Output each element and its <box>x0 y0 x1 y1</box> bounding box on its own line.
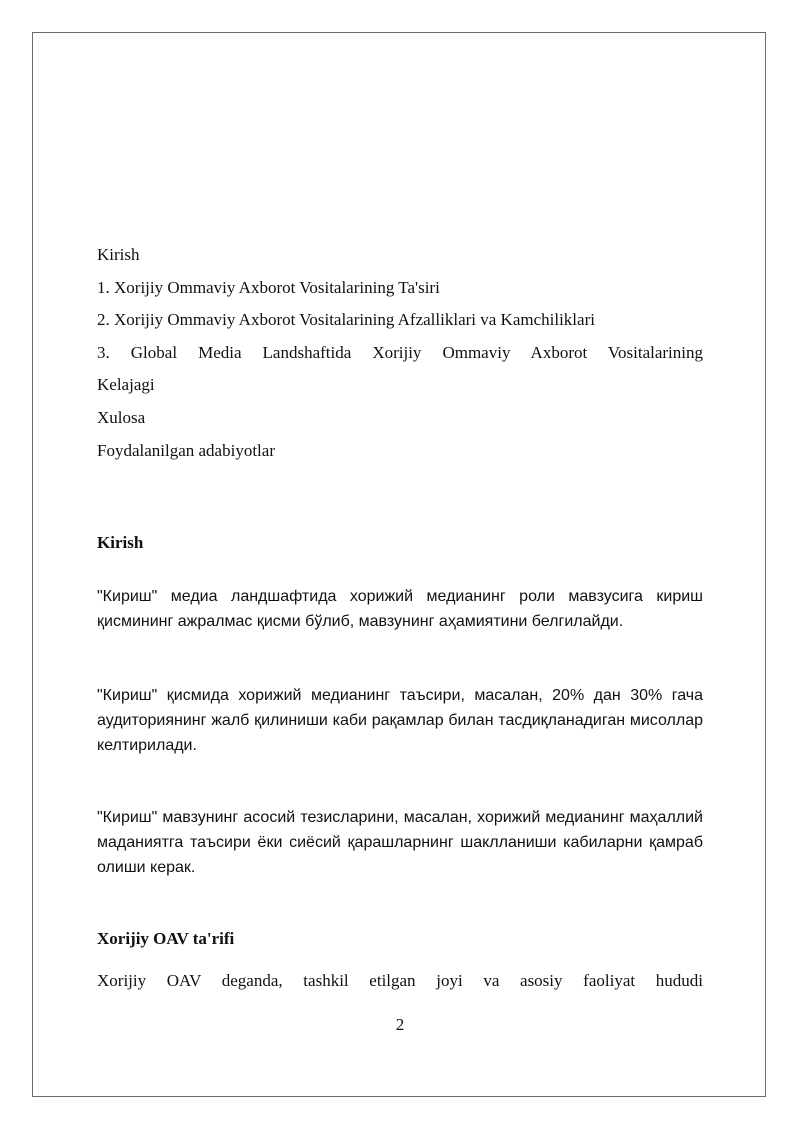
toc-item[interactable]: 3. Global Media Landshaftida Xorijiy Ommaviy Axborot Vositalarining <box>97 342 703 362</box>
intro-paragraph: "Кириш" қисмида хорижий медианинг таъсири, масалан, 20% дан 30% гача аудиториянинг жалб қилиниши каби рақамлар билан тасдиқланадиган мисоллар келтирилади. <box>97 687 703 754</box>
toc-item[interactable]: 2. Xorijiy Ommaviy Axborot Vositalarining Afzalliklari va Kamchiliklari <box>97 310 595 330</box>
definition-paragraph: Xorijiy OAV deganda, tashkil etilgan joyi va asosiy faoliyat hududi <box>97 971 703 990</box>
intro-paragraph: "Кириш" мавзунинг асосий тезисларини, масалан, хорижий медианинг маҳаллий маданиятга таъсири ёки сиёсий қарашларнинг шаклланиши кабиларни қамраб олиши керак. <box>97 809 703 876</box>
intro-paragraph: "Кириш" медиа ландшафтида хорижий медианинг роли мавзусига кириш қисмининг ажралмас қисми бўлиб, мавзунинг аҳамиятини белгилайди. <box>97 588 703 630</box>
table-of-contents <box>97 239 703 467</box>
section-heading-intro: Kirish <box>97 533 144 552</box>
page-number: 2 <box>395 1015 405 1034</box>
section-heading-definition: Xorijiy OAV ta'rifi <box>97 929 235 948</box>
toc-item-continuation[interactable]: Kelajagi <box>97 375 155 395</box>
toc-item[interactable]: Foydalanilgan adabiyotlar <box>97 440 275 460</box>
document-page <box>32 32 766 1097</box>
toc-item[interactable]: 1. Xorijiy Ommaviy Axborot Vositalarining Ta'siri <box>97 277 440 297</box>
toc-item[interactable]: Kirish <box>97 245 140 264</box>
toc-item[interactable]: Xulosa <box>97 407 146 427</box>
